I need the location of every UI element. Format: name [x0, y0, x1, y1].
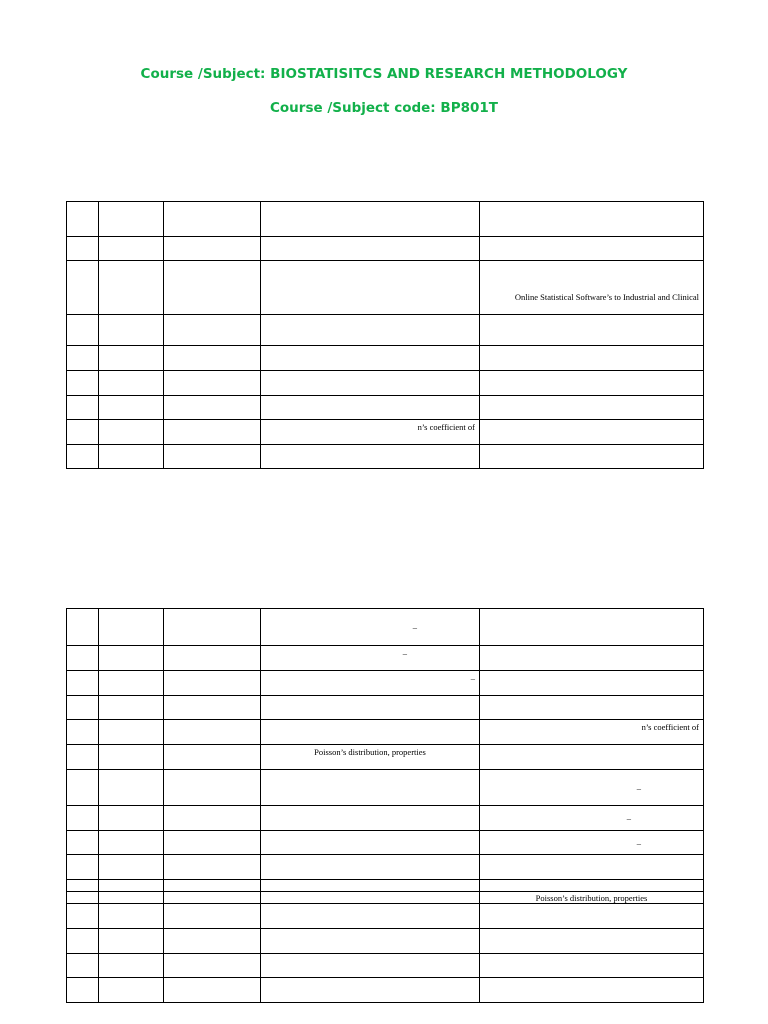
- table-cell: [261, 696, 480, 720]
- table-cell: [99, 806, 164, 831]
- table-cell: [261, 770, 480, 806]
- table-cell: [261, 371, 480, 396]
- table-cell: [261, 855, 480, 880]
- table-row: [67, 420, 704, 445]
- table-cell: Poisson’s distribution, properties: [480, 892, 704, 904]
- table-cell: [67, 237, 99, 261]
- table-row: [67, 770, 704, 806]
- table-row: [67, 954, 704, 978]
- table-cell: [99, 396, 164, 420]
- table-cell: [164, 806, 261, 831]
- table-cell: [480, 315, 704, 346]
- table-cell: [67, 770, 99, 806]
- table-cell: [67, 315, 99, 346]
- schedule-table-1: [66, 201, 704, 469]
- table-cell: [67, 929, 99, 954]
- table-cell: [261, 892, 480, 904]
- table-cell: [480, 420, 704, 445]
- table-cell: [99, 892, 164, 904]
- table-cell: [164, 880, 261, 892]
- table-cell: [99, 904, 164, 929]
- table-row: [67, 855, 704, 880]
- table-cell: [480, 929, 704, 954]
- table-cell: [261, 806, 480, 831]
- table-cell: [99, 929, 164, 954]
- table-cell: –: [261, 609, 480, 646]
- table-cell: [67, 202, 99, 237]
- table-cell: [164, 371, 261, 396]
- table-row: [67, 315, 704, 346]
- table-cell: [480, 371, 704, 396]
- table-cell: [67, 806, 99, 831]
- table-cell: [67, 346, 99, 371]
- table-cell: [99, 855, 164, 880]
- table-cell: [480, 237, 704, 261]
- table-cell: Online Statistical Software’s to Industrial and Clinical: [480, 261, 704, 315]
- table-row: [67, 646, 704, 671]
- table-cell: [261, 720, 480, 745]
- table-row: [67, 237, 704, 261]
- table-cell: [67, 445, 99, 469]
- table-cell: [164, 904, 261, 929]
- table-cell: [67, 396, 99, 420]
- table-cell: [164, 396, 261, 420]
- table-cell: [164, 720, 261, 745]
- table-cell: [99, 671, 164, 696]
- table-cell: [164, 261, 261, 315]
- table-cell: [99, 978, 164, 1003]
- table-cell: [99, 261, 164, 315]
- table-cell: [164, 671, 261, 696]
- table-cell: [261, 261, 480, 315]
- table-cell: [164, 978, 261, 1003]
- table-cell: –: [480, 770, 704, 806]
- table-cell: [480, 671, 704, 696]
- table-cell: –: [480, 831, 704, 855]
- table-cell: [164, 770, 261, 806]
- table-cell: [99, 745, 164, 770]
- table-cell: –: [480, 806, 704, 831]
- table-row: [67, 671, 704, 696]
- table-cell: [480, 609, 704, 646]
- table-row: [67, 880, 704, 892]
- table-row: [67, 904, 704, 929]
- table-cell: [99, 831, 164, 855]
- table-cell: [261, 445, 480, 469]
- table-cell: [67, 904, 99, 929]
- table-row: [67, 892, 704, 904]
- table-cell: [99, 420, 164, 445]
- table-cell: [99, 202, 164, 237]
- table-cell: [164, 954, 261, 978]
- table-cell: [164, 202, 261, 237]
- table-cell: n’s coefficient of: [261, 420, 480, 445]
- table-cell: [164, 646, 261, 671]
- table-cell: –: [261, 646, 480, 671]
- table-cell: [67, 646, 99, 671]
- table-cell: [164, 929, 261, 954]
- table-cell: [99, 646, 164, 671]
- table-row: [67, 806, 704, 831]
- table-cell: [67, 371, 99, 396]
- table-cell: [480, 954, 704, 978]
- course-code-title: Course /Subject code: BP801T: [270, 100, 498, 116]
- table-cell: [164, 315, 261, 346]
- table-cell: [99, 720, 164, 745]
- table-row: [67, 396, 704, 420]
- table-cell: [67, 696, 99, 720]
- table-cell: [67, 609, 99, 646]
- table-cell: [99, 371, 164, 396]
- table-cell: [99, 954, 164, 978]
- table-row: [67, 696, 704, 720]
- table-cell: [99, 237, 164, 261]
- table-cell: [164, 696, 261, 720]
- table-cell: [480, 346, 704, 371]
- table-cell: [261, 237, 480, 261]
- table-cell: Poisson’s distribution, properties: [261, 745, 480, 770]
- table-cell: [67, 855, 99, 880]
- table-row: [67, 202, 704, 237]
- table-cell: [164, 346, 261, 371]
- table-cell: [99, 346, 164, 371]
- table-cell: [67, 261, 99, 315]
- table-cell: [261, 202, 480, 237]
- table-cell: [261, 929, 480, 954]
- table-cell: [261, 831, 480, 855]
- table-cell: [261, 880, 480, 892]
- table-row: [67, 978, 704, 1003]
- table-cell: [67, 720, 99, 745]
- table-cell: [67, 978, 99, 1003]
- table-cell: [67, 831, 99, 855]
- table-cell: [67, 671, 99, 696]
- table-cell: [480, 880, 704, 892]
- table-cell: [480, 978, 704, 1003]
- table-cell: [164, 445, 261, 469]
- table-cell: [67, 954, 99, 978]
- table-cell: [164, 892, 261, 904]
- table-cell: [99, 445, 164, 469]
- table-cell: [261, 315, 480, 346]
- table-cell: [99, 696, 164, 720]
- table-row: [67, 261, 704, 315]
- table-row: [67, 609, 704, 646]
- table-row: [67, 745, 704, 770]
- table-cell: [480, 696, 704, 720]
- table-cell: [480, 396, 704, 420]
- table-cell: [99, 609, 164, 646]
- table-cell: [261, 396, 480, 420]
- table-cell: –: [261, 671, 480, 696]
- table-cell: [480, 445, 704, 469]
- table-cell: [67, 420, 99, 445]
- table-row: [67, 720, 704, 745]
- table-cell: [99, 770, 164, 806]
- table-cell: [67, 892, 99, 904]
- table-cell: [164, 420, 261, 445]
- table-row: [67, 445, 704, 469]
- table-cell: [480, 855, 704, 880]
- table-cell: n’s coefficient of: [480, 720, 704, 745]
- table-cell: [480, 646, 704, 671]
- table-cell: [480, 904, 704, 929]
- table-cell: [261, 904, 480, 929]
- table-cell: [164, 745, 261, 770]
- schedule-table-2: [66, 608, 704, 1003]
- table-cell: [261, 346, 480, 371]
- table-cell: [67, 880, 99, 892]
- table-cell: [164, 237, 261, 261]
- table-cell: [67, 745, 99, 770]
- table-cell: [480, 745, 704, 770]
- table-row: [67, 346, 704, 371]
- table-cell: [164, 831, 261, 855]
- table-cell: [164, 609, 261, 646]
- table-row: [67, 371, 704, 396]
- table-cell: [99, 880, 164, 892]
- table-cell: [480, 202, 704, 237]
- table-cell: [164, 855, 261, 880]
- table-row: [67, 831, 704, 855]
- table-cell: [261, 978, 480, 1003]
- table-cell: [99, 315, 164, 346]
- course-subject-title: Course /Subject: BIOSTATISITCS AND RESEARCH METHODOLOGY: [140, 66, 628, 82]
- table-row: [67, 929, 704, 954]
- table-cell: [261, 954, 480, 978]
